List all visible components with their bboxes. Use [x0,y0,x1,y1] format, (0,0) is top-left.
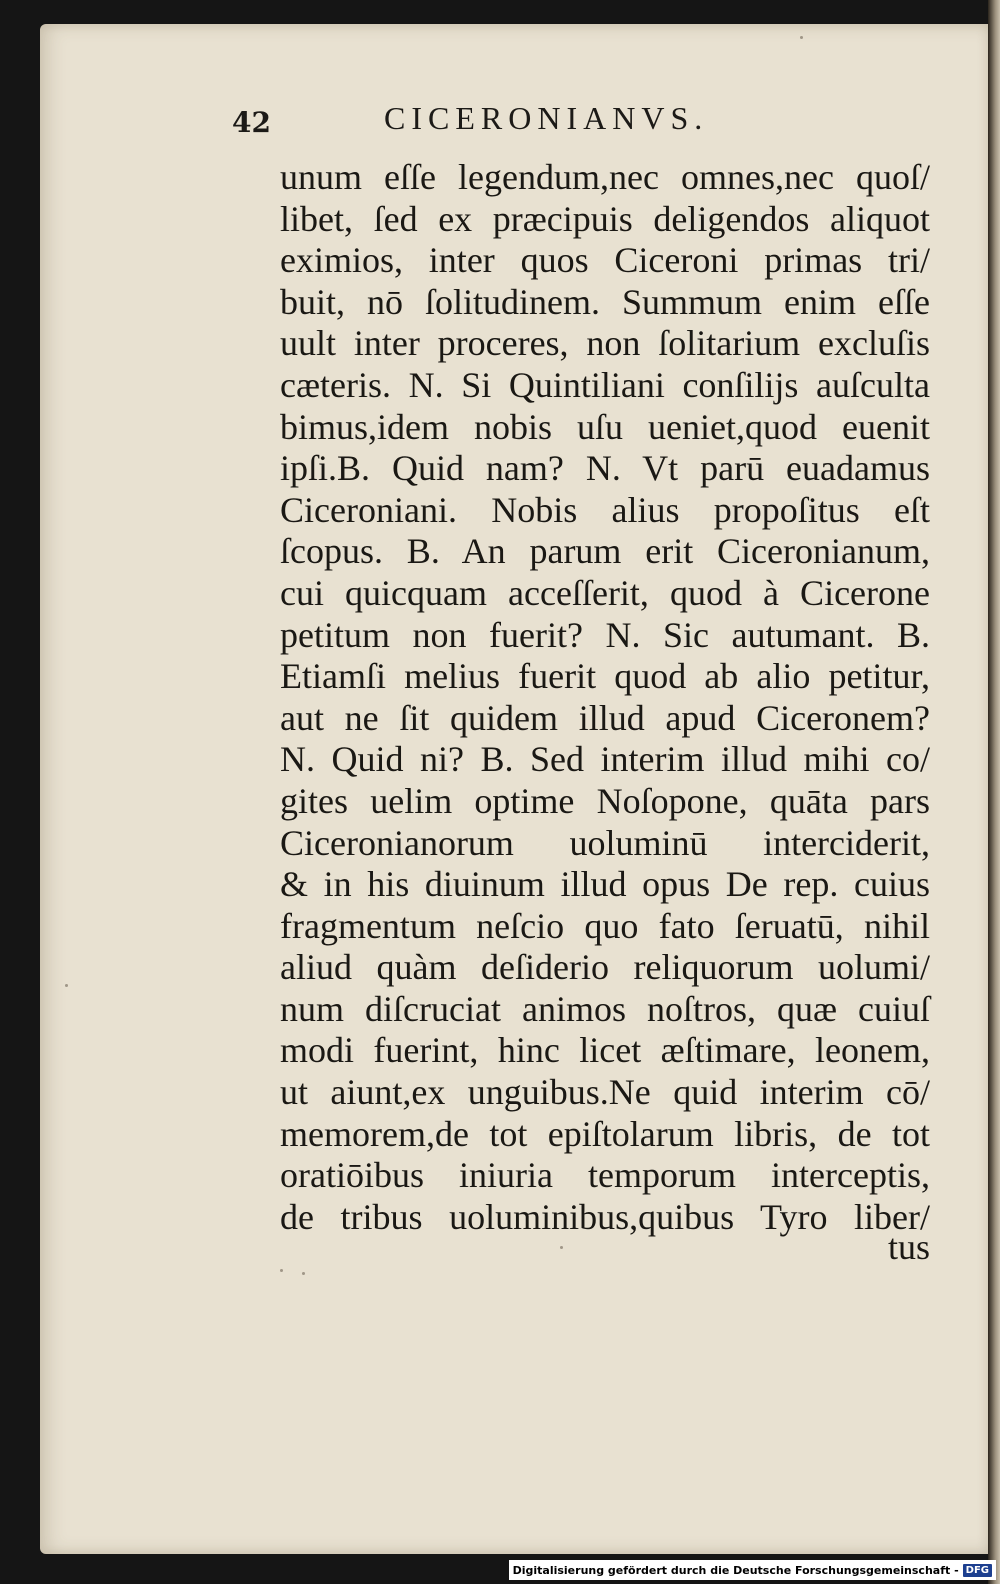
text-line: uult inter proceres, non ſolitarium excluſis [280,323,930,364]
paper-speck [560,1246,563,1249]
text-line: eximios, inter quos Ciceroni primas tri/ [280,240,930,281]
text-line: memorem,de tot epiſtolarum libris, de tot [280,1113,930,1154]
text-line: buit, nō ſolitudinem. Summum enim eſſe [280,281,930,322]
text-line: & in his diuinum illud opus De rep. cuius [280,864,930,905]
text-line: cui quicquam acceſſerit, quod à Cicerone [280,572,930,613]
text-line: de tribus uoluminibus,quibus Tyro liber/ [280,1196,930,1237]
digitization-credit [509,1560,996,1580]
text-line: ipſi.B. Quid nam? N. Vt parū euadamus [280,448,930,489]
text-line: aut ne ſit quidem illud apud Ciceronem? [280,697,930,738]
text-line: ut aiunt,ex unguibus.Ne quid interim cō/ [280,1072,930,1113]
text-line: Etiamſi melius fuerit quod ab alio petitur, [280,656,930,697]
text-line: modi fuerint, hinc licet æſtimare, leonem, [280,1030,930,1071]
paper-speck [280,1269,283,1272]
text-line: gites uelim optime Noſopone, quāta pars [280,780,930,821]
text-line: oratiōibus iniuria temporum interceptis, [280,1155,930,1196]
text-line: num diſcruciat animos noſtros, quæ cuiuſ [280,988,930,1029]
text-line: unum eſſe legendum,nec omnes,nec quoſ/ [280,157,930,197]
text-line: ſcopus. B. An parum erit Ciceronianum, [280,531,930,572]
text-line: fragmentum neſcio quo fato ſeruatū, nihil [280,905,930,946]
text-line: N. Quid ni? B. Sed interim illud mihi co/ [280,739,930,780]
paper-speck [65,984,68,987]
dfg-logo-icon: DFG [963,1564,992,1577]
catchword: tus [887,1227,930,1267]
text-line: libet, ſed ex præcipuis deligendos aliquot [280,198,930,239]
running-title: CICERONIANVS. [384,100,709,136]
text-line: bimus,idem nobis uſu ueniet,quod euenit [280,406,930,447]
text-line: petitum non fuerit? N. Sic autumant. B. [280,614,930,655]
page-number: 42 [232,106,271,139]
text-line: Ciceronianorum uoluminū interciderit, [280,822,930,863]
paper-speck [302,1272,305,1275]
paper-speck [800,36,803,39]
body-text [280,157,930,1238]
credit-text: Digitalisierung gefördert durch die Deutsche Forschungsgemeinschaft - [512,1563,959,1577]
text-line: cæteris. N. Si Quintiliani conſilijs auſculta [280,364,930,405]
text-line: Ciceroniani. Nobis alius propoſitus eſt [280,489,930,530]
text-line: aliud quàm deſiderio reliquorum uolumi/ [280,947,930,988]
page-edge-shadow [988,0,1000,1584]
running-header [0,100,1000,150]
